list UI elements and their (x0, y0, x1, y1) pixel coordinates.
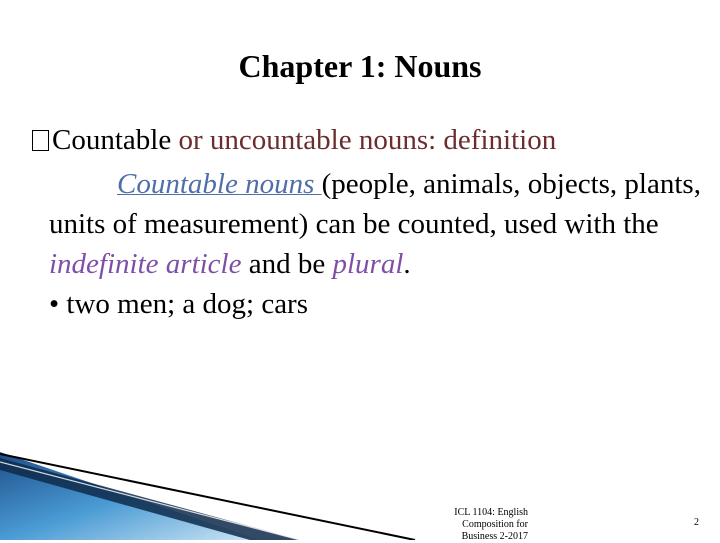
example-line: • two men; a dog; cars (49, 288, 309, 320)
footer-line2: Business 2-2017 (461, 531, 528, 542)
definition-text-1: (people, animals, objects, plants, units of measurement) can be counted, used with the (49, 168, 701, 240)
definition-text-3: . (403, 248, 411, 280)
definition-text (49, 164, 709, 284)
bullet-box-icon (32, 130, 49, 151)
definition-paragraph (49, 164, 709, 324)
term-indefinite-article: indefinite article (49, 248, 242, 280)
page-number: 2 (694, 517, 699, 528)
countable-nouns-link[interactable]: Countable nouns (117, 168, 322, 200)
bullet-heading (32, 124, 556, 157)
footer-text (418, 507, 528, 543)
slide-title: Chapter 1: Nouns (238, 48, 482, 84)
corner-decoration (0, 440, 420, 540)
bullet-heading-part2: or uncountable nouns: definition (178, 124, 557, 156)
term-plural: plural (332, 248, 404, 280)
bullet-heading-part1: Countable (52, 124, 179, 156)
definition-text-2: and be (241, 248, 333, 280)
footer-line1: ICL 1104: English Composition for (454, 507, 528, 530)
